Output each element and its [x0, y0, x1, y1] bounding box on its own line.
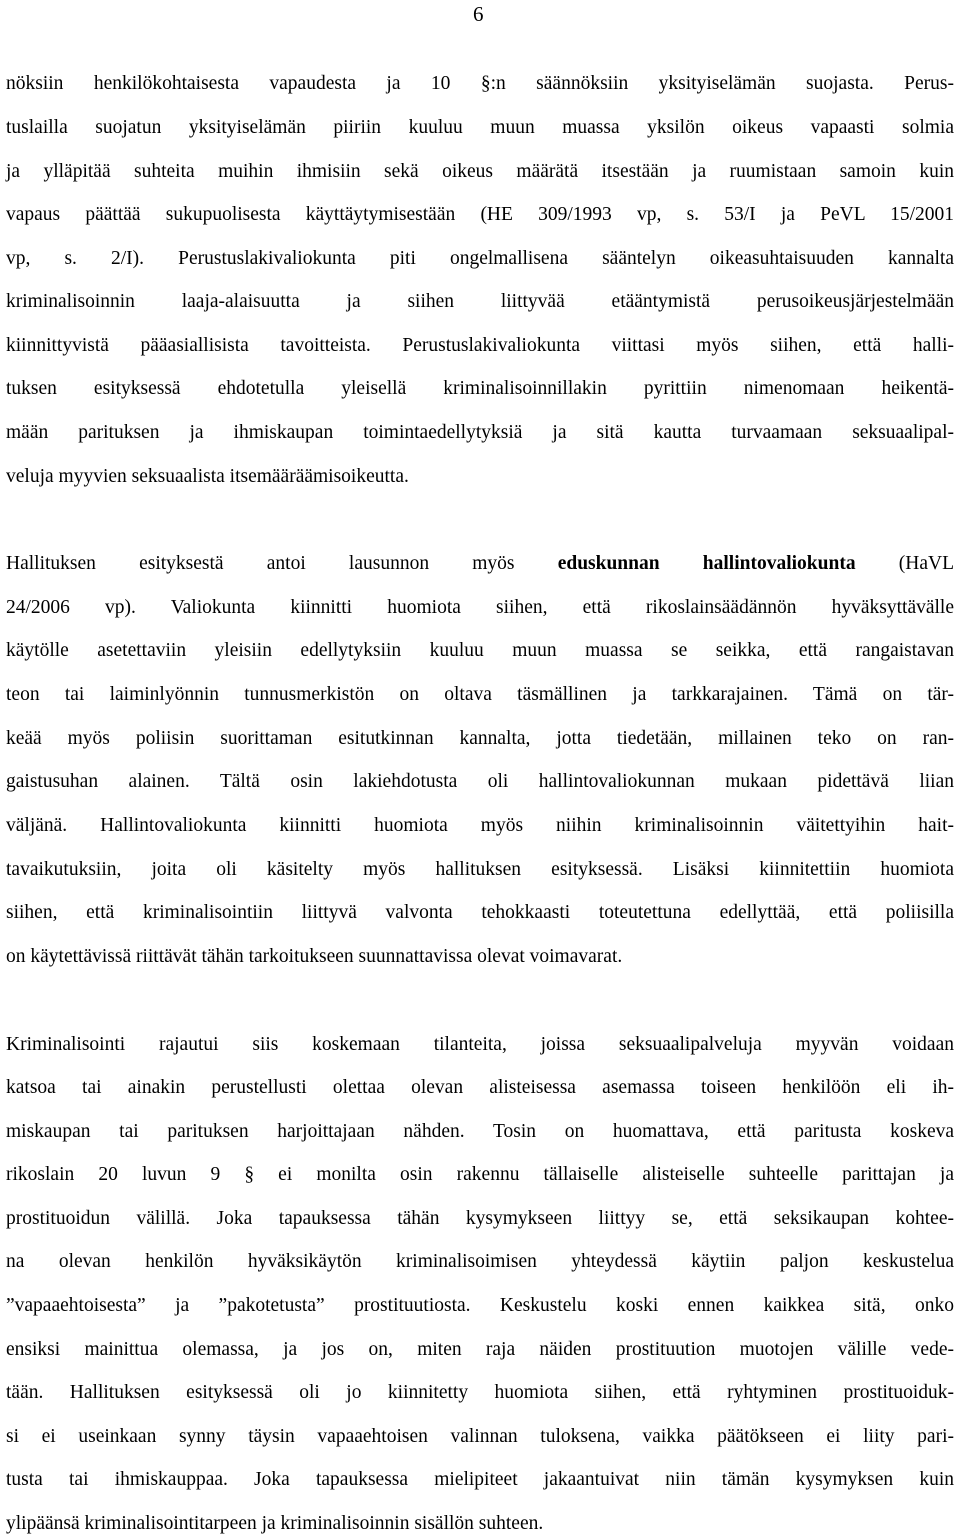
text-line: keää myös poliisin suorittaman esitutkinnan kannalta, jotta tiedetään, millainen teko on ran- [6, 728, 954, 749]
text-line: 24/2006 vp). Valiokunta kiinnitti huomiota siihen, että rikoslainsäädännön hyväksyttävälle [6, 597, 954, 618]
text-line: katsoa tai ainakin perustellusti olettaa olevan alisteisessa asemassa toiseen henkilöön eli ih- [6, 1077, 954, 1098]
text-line: kiinnittyvistä pääasiallisista tavoitteista. Perustuslakivaliokunta viittasi myös siihen, että halli- [6, 335, 954, 356]
text-line: gaistusuhan alainen. Tältä osin lakiehdotusta oli hallintovaliokunnan mukaan pidettävä liian [6, 771, 954, 792]
text-line: tuksen esityksessä ehdotetulla yleisellä kriminalisoinnillakin pyrittiin nimenomaan heikentä- [6, 378, 954, 399]
text-line: on käytettävissä riittävät tähän tarkoitukseen suunnattavissa olevat voimavarat. [6, 946, 623, 967]
text-line: tavaikutuksiin, joita oli käsitelty myös hallituksen esityksessä. Lisäksi kiinnitettiin huomiota [6, 859, 954, 880]
text-line: tusta tai ihmiskauppaa. Joka tapauksessa mielipiteet jakaantuivat niin tämän kysymyksen kuin [6, 1469, 954, 1490]
text-line: ja ylläpitää suhteita muihin ihmisiin sekä oikeus määrätä itsestään ja ruumistaan samoin kuin [6, 161, 954, 182]
text-line: veluja myyvien seksuaalista itsemääräämisoikeutta. [6, 466, 409, 487]
text-line: ensiksi mainittua olemassa, ja jos on, miten raja näiden prostituution muotojen välille vede- [6, 1339, 954, 1360]
bold-term: eduskunnan hallintovaliokunta [557, 553, 856, 574]
text-line: nöksiin henkilökohtaisesta vapaudesta ja 10 §:n säännöksiin yksityiselämän suojasta. Perus- [6, 73, 954, 94]
text-line: käytölle asetettaviin yleisiin edellytyksiin kuuluu muun muassa se seikka, että rangaistavan [6, 640, 954, 661]
text-line: mään parituksen ja ihmiskaupan toimintaedellytyksiä ja sitä kautta turvaamaan seksuaalipal- [6, 422, 954, 443]
text-line: rikoslain 20 luvun 9 § ei monilta osin rakennu tällaiselle alisteiselle suhteelle parittajan ja [6, 1164, 954, 1185]
text-line: miskaupan tai parituksen harjoittajaan nähden. Tosin on huomattava, että paritusta koskeva [6, 1121, 954, 1142]
text-line: tään. Hallituksen esityksessä oli jo kiinnitetty huomiota siihen, että ryhtyminen prostituoiduk- [6, 1382, 954, 1403]
text-line: vapaus päättää sukupuolisesta käyttäytymisestään (HE 309/1993 vp, s. 53/I ja PeVL 15/2001 [6, 204, 954, 225]
text-line: ylipäänsä kriminalisointitarpeen ja kriminalisoinnin sisällön suhteen. [6, 1513, 544, 1534]
page-number: 6 [473, 2, 484, 26]
text-line: Kriminalisointi rajautui siis koskemaan tilanteita, joissa seksuaalipalveluja myyvän voidaan [6, 1034, 954, 1055]
text-run: (HaVL [855, 553, 954, 574]
text-line: si ei useinkaan synny täysin vapaaehtoisen valinnan tuloksena, vaikka päätökseen ei liity pari- [6, 1426, 954, 1447]
text-line: kriminalisoinnin laaja-alaisuutta ja siihen liittyvää etääntymistä perusoikeusjärjestelmään [6, 291, 954, 312]
text-run: Hallituksen esityksestä antoi lausunnon myös [6, 553, 558, 574]
text-line: väljänä. Hallintovaliokunta kiinnitti huomiota myös niihin kriminalisoinnin väitettyihin hait- [6, 815, 954, 836]
text-line: siihen, että kriminalisointiin liittyvä valvonta tehokkaasti toteutettuna edellyttää, että poliisilla [6, 902, 954, 923]
text-line: na olevan henkilön hyväksikäytön kriminalisoimisen yhteydessä käytiin paljon keskustelua [6, 1251, 954, 1272]
text-line: ”vapaaehtoisesta” ja ”pakotetusta” prostituutiosta. Keskustelu koski ennen kaikkea sitä, onko [6, 1295, 954, 1316]
text-line: vp, s. 2/I). Perustuslakivaliokunta piti ongelmallisena sääntelyn oikeasuhtaisuuden kannalta [6, 248, 954, 269]
text-line: teon tai laiminlyönnin tunnusmerkistön on oltava täsmällinen ja tarkkarajainen. Tämä on tär- [6, 684, 954, 705]
text-line: prostituoidun välillä. Joka tapauksessa tähän kysymykseen liittyy se, että seksikaupan kohtee- [6, 1208, 954, 1229]
text-line [6, 552, 954, 576]
text-line: tuslailla suojatun yksityiselämän piiriin kuuluu muun muassa yksilön oikeus vapaasti solmia [6, 117, 954, 138]
